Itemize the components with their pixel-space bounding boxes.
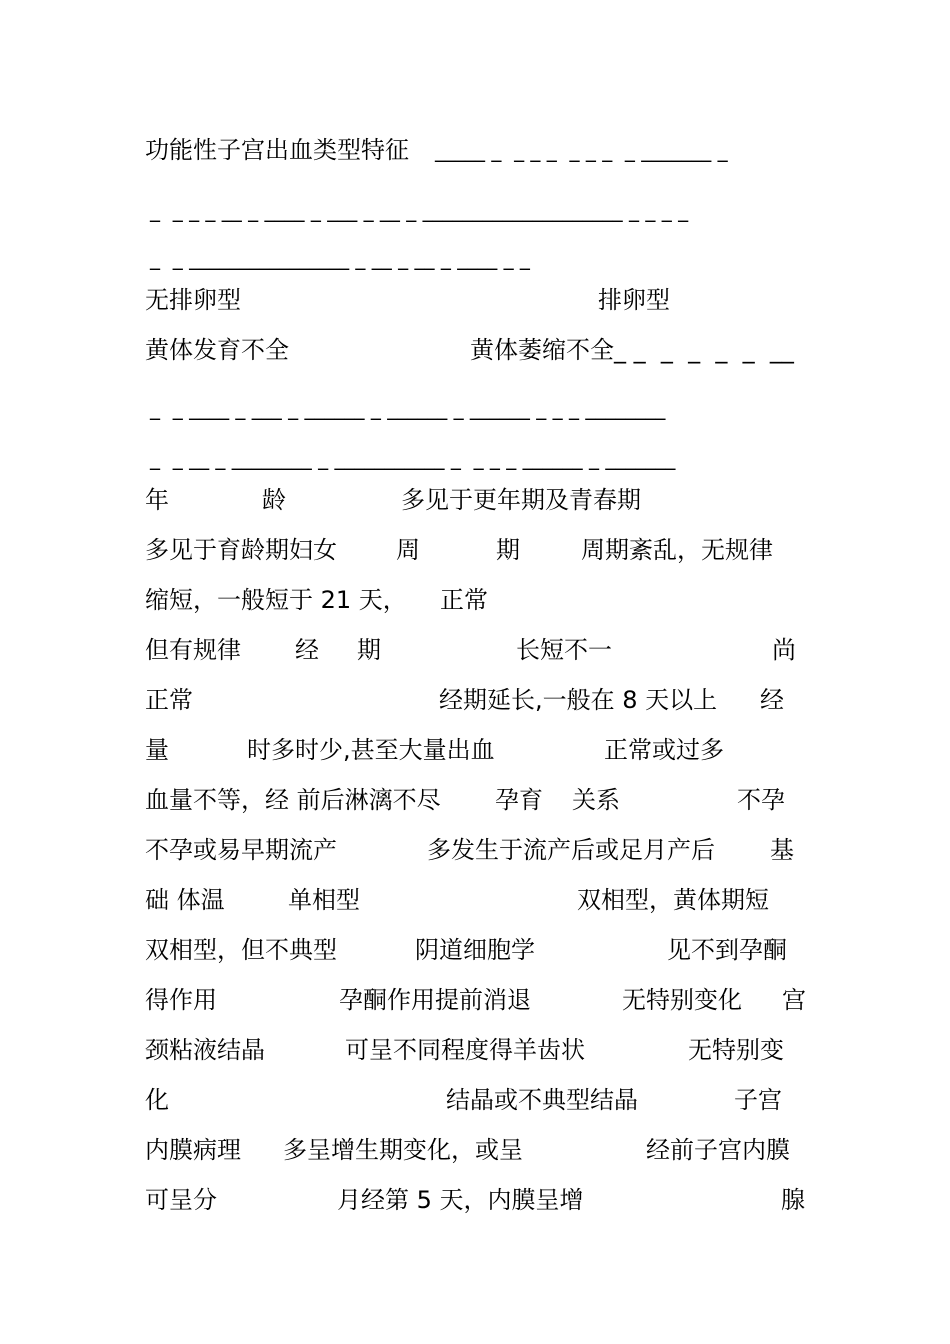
cell-text: 得作用: [145, 986, 217, 1014]
blank-rule: _ _ __ _ ________ _ ___________ _ _ _ _ ______ _ _______: [150, 446, 676, 470]
row-label: 年: [145, 486, 169, 514]
row-label: 龄: [262, 486, 286, 514]
cell-text: 结晶或不典型结晶: [446, 1086, 638, 1114]
text-line: [145, 783, 810, 817]
rule-line: [145, 391, 810, 425]
text-line: [145, 1133, 810, 1167]
column-heading: 排卵型: [598, 286, 670, 314]
cell-text: 周期紊乱，无规律: [581, 536, 773, 564]
cell-text: 无特别变化: [622, 986, 742, 1014]
text-line: [145, 583, 810, 617]
row-label: 内膜病理: [145, 1136, 241, 1164]
cell-text: 经期延长,一般在 8 天以上: [439, 686, 718, 714]
text-line: [145, 983, 810, 1017]
text-line: [145, 833, 810, 867]
blank-rule: _ _ _ _ __ _ ____ _ ___ _ __ _ ____________________ _ _ _ _: [150, 198, 689, 222]
cell-text: 正常或过多: [604, 736, 724, 764]
row-label: 子宫: [734, 1086, 782, 1114]
rule-line: [145, 241, 810, 275]
text-line: [145, 1183, 810, 1217]
text-line: [145, 533, 810, 567]
cell-text: 双相型，但不典型: [145, 936, 337, 964]
cell-text: 孕酮作用提前消退: [339, 986, 531, 1014]
title-line: [145, 133, 810, 167]
row-label: 经: [760, 686, 784, 714]
column-heading: 黄体发育不全: [145, 336, 289, 364]
cell-text: 无特别变: [688, 1036, 784, 1064]
blank-rule: _ _ ____ _ ___ _ ______ _ ______ _ ______ _ _ _ ________: [150, 396, 666, 420]
cell-text: 腺: [781, 1186, 805, 1214]
cell-text: 双相型，黄体期短: [577, 886, 769, 914]
cell-text: 不孕: [737, 786, 785, 814]
text-line: [145, 883, 810, 917]
row-label: 周: [396, 536, 420, 564]
text-line: [145, 733, 810, 767]
text-line: [145, 1033, 810, 1067]
text-line: [145, 683, 810, 717]
cell-text: 血量不等，经 前后淋漓不尽: [145, 786, 441, 814]
row-label: 基: [770, 836, 794, 864]
row-label: 孕育: [495, 786, 543, 814]
row-label: 期: [357, 636, 381, 664]
rule-line: [145, 193, 810, 227]
row-label: 经: [295, 636, 319, 664]
cell-text: 多见于育龄期妇女: [145, 536, 337, 564]
cell-text: 可呈不同程度得羊齿状: [345, 1036, 585, 1064]
text-line: [145, 633, 810, 667]
cell-text: 可呈分: [145, 1186, 217, 1214]
text-line: [145, 333, 810, 367]
cell-text: 月经第 5 天，内膜呈增: [337, 1186, 584, 1214]
document-title: 功能性子宫出血类型特征: [145, 136, 409, 164]
column-heading: 黄体萎缩不全_ _ _ _ _ _ __: [470, 336, 794, 364]
cell-text: 长短不一: [516, 636, 612, 664]
row-label: 宫: [782, 986, 806, 1014]
text-line: [145, 933, 810, 967]
blank-rule: _____ _ _ _ _ _ _ _ _ _______ _: [435, 138, 728, 162]
text-line: [145, 283, 810, 317]
cell-text: 见不到孕酮: [667, 936, 787, 964]
row-label: 础 体温: [145, 886, 225, 914]
cell-text: 化: [145, 1086, 169, 1114]
cell-text: 多见于更年期及青春期: [401, 486, 641, 514]
cell-text: 不孕或易早期流产: [145, 836, 337, 864]
cell-text: 时多时少,甚至大量出血: [247, 736, 495, 764]
row-label: 阴道细胞学: [415, 936, 535, 964]
cell-text: 正常: [145, 686, 193, 714]
blank-rule: _ _ ________________ _ __ _ __ _ ____ _ _: [150, 246, 530, 270]
cell-text: 经前子宫内膜: [646, 1136, 790, 1164]
cell-text: 但有规律: [145, 636, 241, 664]
column-heading: 无排卵型: [145, 286, 241, 314]
cell-text: 单相型: [288, 886, 360, 914]
cell-text: 多呈增生期变化，或呈: [283, 1136, 523, 1164]
cell-text: 正常: [440, 586, 488, 614]
row-label: 关系: [572, 786, 620, 814]
cell-text: 多发生于流产后或足月产后: [427, 836, 715, 864]
text-line: [145, 483, 810, 517]
row-label: 量: [145, 736, 169, 764]
text-line: [145, 1083, 810, 1117]
row-label: 颈粘液结晶: [145, 1036, 265, 1064]
rule-line: [145, 441, 810, 475]
cell-text: 缩短，一般短于 21 天，: [145, 586, 407, 614]
cell-text: 尚: [772, 636, 796, 664]
row-label: 期: [496, 536, 520, 564]
